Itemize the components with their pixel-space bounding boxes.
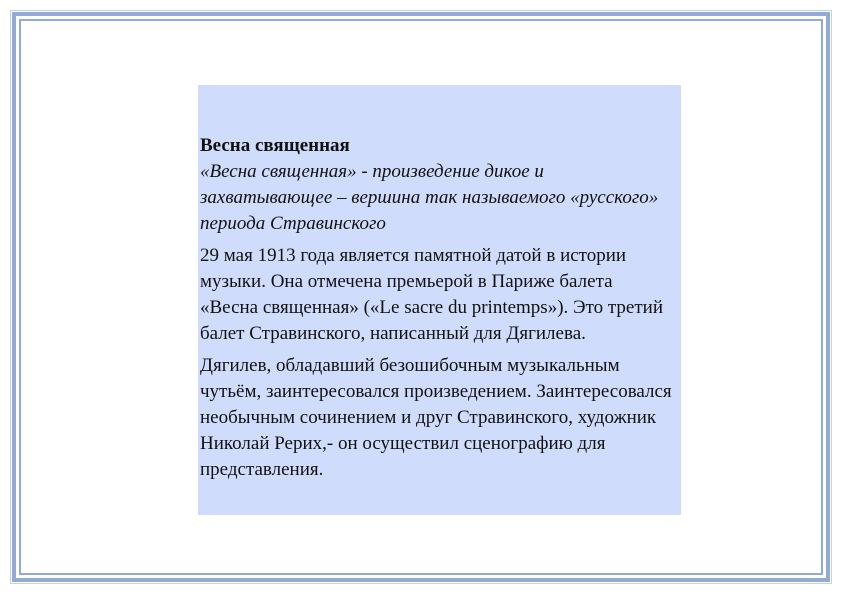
paragraph-diaghilev: Дягилев, обладавший безошибочным музыкальным чутьём, заинтересовался произведением. Заинтересовался необычным сочинением и друг Стравинского, художник Николай Рерих,- он осуществил сценографию для представления.: [200, 355, 672, 480]
paragraph-premiere: 29 мая 1913 года является памятной датой в истории музыки. Она отмечена премьерой в Париже балета «Весна священная» («Le sacre du printemps»). Это третий балет Стравинского, написанный для Дягилева.: [200, 245, 663, 344]
intro-text: «Весна священная» - произведение дикое и захватывающее – вершина так называемого «русского» периода Стравинского: [200, 161, 659, 234]
text-box: [198, 85, 681, 515]
slide-heading: Весна священная: [200, 135, 350, 156]
